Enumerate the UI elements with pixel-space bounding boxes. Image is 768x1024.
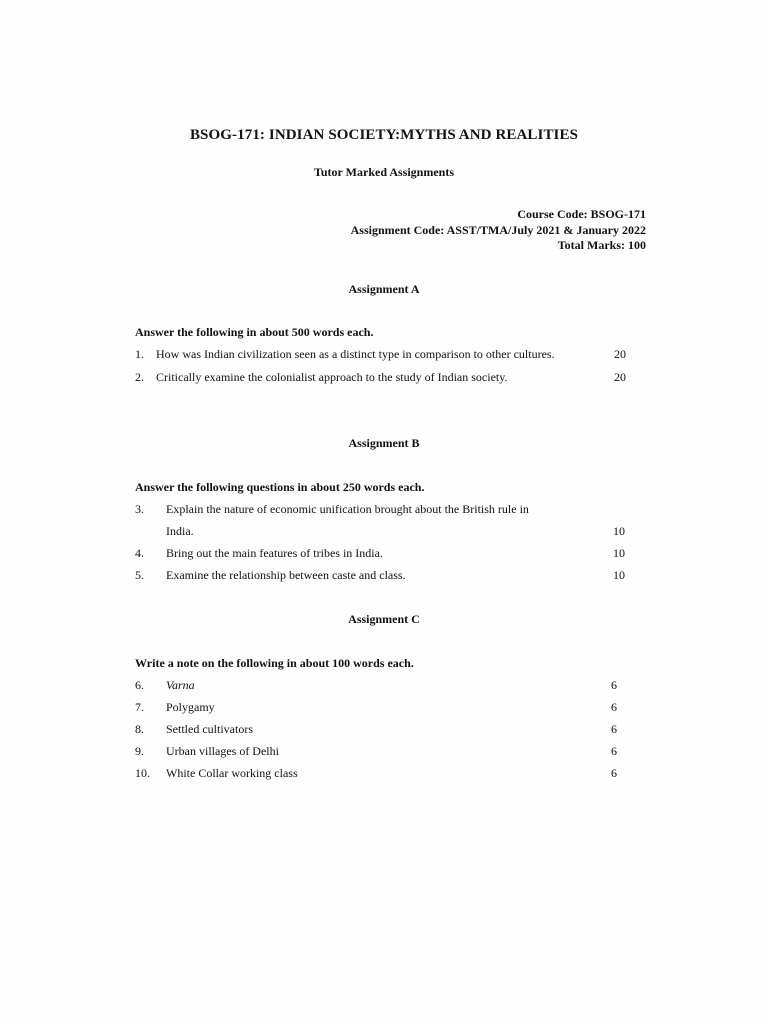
- question-text: Polygamy: [166, 700, 215, 714]
- question-text: Critically examine the colonialist approach to the study of Indian society.: [156, 370, 508, 384]
- question-number: 6.: [135, 678, 144, 692]
- question-marks: 10: [613, 546, 625, 560]
- question-marks: 6: [611, 700, 617, 714]
- question-text: Settled cultivators: [166, 722, 253, 736]
- assignment-b-instruction: Answer the following questions in about 250 words each.: [135, 480, 425, 494]
- assignment-a-heading: Assignment A: [348, 282, 420, 296]
- question-text-continued: India.: [166, 524, 194, 538]
- total-marks: Total Marks: 100: [557, 238, 646, 252]
- question-text: Varna: [166, 678, 195, 692]
- question-marks: 10: [613, 568, 625, 582]
- question-number: 10.: [135, 766, 150, 780]
- question-marks: 6: [611, 766, 617, 780]
- document-subtitle: Tutor Marked Assignments: [313, 165, 455, 179]
- question-marks: 6: [611, 722, 617, 736]
- assignment-code: Assignment Code: ASST/TMA/July 2021 & January 2022: [350, 223, 646, 237]
- question-number: 2.: [135, 370, 144, 384]
- question-number: 8.: [135, 722, 144, 736]
- question-marks: 20: [614, 370, 626, 384]
- question-text: White Collar working class: [166, 766, 298, 780]
- question-number: 9.: [135, 744, 144, 758]
- question-text: Explain the nature of economic unification brought about the British rule in: [166, 502, 529, 516]
- question-text: Examine the relationship between caste and class.: [166, 568, 406, 582]
- question-number: 7.: [135, 700, 144, 714]
- question-text: Urban villages of Delhi: [166, 744, 279, 758]
- question-text: Bring out the main features of tribes in India.: [166, 546, 383, 560]
- document-title: BSOG-171: INDIAN SOCIETY:MYTHS AND REALITIES: [189, 127, 579, 143]
- question-text: How was Indian civilization seen as a distinct type in comparison to other cultures.: [156, 347, 555, 361]
- assignment-b-heading: Assignment B: [348, 436, 420, 450]
- question-number: 4.: [135, 546, 144, 560]
- course-code: Course Code: BSOG-171: [517, 207, 646, 221]
- question-number: 3.: [135, 502, 144, 516]
- question-marks: 10: [613, 524, 625, 538]
- assignment-a-instruction: Answer the following in about 500 words each.: [135, 325, 374, 339]
- question-marks: 6: [611, 744, 617, 758]
- question-number: 1.: [135, 347, 144, 361]
- question-marks: 6: [611, 678, 617, 692]
- question-marks: 20: [614, 347, 626, 361]
- assignment-c-heading: Assignment C: [348, 612, 420, 626]
- question-number: 5.: [135, 568, 144, 582]
- assignment-c-instruction: Write a note on the following in about 100 words each.: [135, 656, 414, 670]
